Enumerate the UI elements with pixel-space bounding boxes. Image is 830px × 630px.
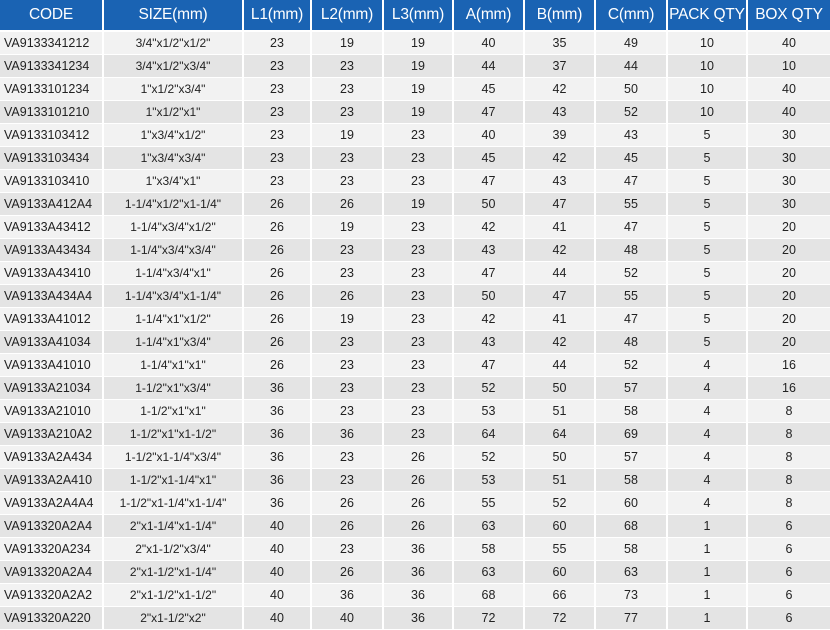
cell-l1: 23 bbox=[244, 32, 312, 55]
cell-l1: 23 bbox=[244, 101, 312, 124]
cell-l1: 40 bbox=[244, 584, 312, 607]
cell-l3: 23 bbox=[384, 400, 454, 423]
cell-l3: 23 bbox=[384, 124, 454, 147]
cell-l1: 26 bbox=[244, 193, 312, 216]
cell-box-qty: 6 bbox=[748, 538, 830, 561]
cell-a: 40 bbox=[454, 124, 525, 147]
cell-pack-qty: 1 bbox=[668, 584, 748, 607]
cell-l3: 26 bbox=[384, 515, 454, 538]
cell-pack-qty: 5 bbox=[668, 216, 748, 239]
cell-code: VA913320A220 bbox=[0, 607, 104, 630]
cell-c: 55 bbox=[596, 193, 668, 216]
header-l3: L3(mm) bbox=[384, 0, 454, 32]
table-row bbox=[0, 170, 830, 193]
cell-box-qty: 30 bbox=[748, 193, 830, 216]
cell-c: 57 bbox=[596, 377, 668, 400]
table-row bbox=[0, 193, 830, 216]
cell-pack-qty: 1 bbox=[668, 538, 748, 561]
cell-pack-qty: 5 bbox=[668, 147, 748, 170]
cell-size: 1-1/4"x1"x1/2" bbox=[104, 308, 244, 331]
cell-l2: 26 bbox=[312, 561, 384, 584]
cell-box-qty: 30 bbox=[748, 170, 830, 193]
cell-l2: 19 bbox=[312, 32, 384, 55]
cell-size: 1-1/2"x1-1/4"x1-1/4" bbox=[104, 492, 244, 515]
cell-code: VA913320A2A4 bbox=[0, 561, 104, 584]
cell-l2: 40 bbox=[312, 607, 384, 630]
cell-l2: 23 bbox=[312, 538, 384, 561]
cell-size: 1-1/2"x1-1/4"x1" bbox=[104, 469, 244, 492]
cell-l3: 36 bbox=[384, 584, 454, 607]
cell-code: VA913320A2A4 bbox=[0, 515, 104, 538]
cell-b: 51 bbox=[525, 469, 596, 492]
cell-pack-qty: 5 bbox=[668, 285, 748, 308]
table-row bbox=[0, 354, 830, 377]
cell-a: 58 bbox=[454, 538, 525, 561]
table-row bbox=[0, 239, 830, 262]
cell-b: 72 bbox=[525, 607, 596, 630]
header-c: C(mm) bbox=[596, 0, 668, 32]
cell-b: 47 bbox=[525, 193, 596, 216]
cell-c: 60 bbox=[596, 492, 668, 515]
cell-c: 47 bbox=[596, 308, 668, 331]
cell-c: 57 bbox=[596, 446, 668, 469]
cell-l2: 23 bbox=[312, 78, 384, 101]
cell-l3: 26 bbox=[384, 492, 454, 515]
cell-l2: 23 bbox=[312, 147, 384, 170]
cell-l3: 23 bbox=[384, 216, 454, 239]
cell-c: 47 bbox=[596, 170, 668, 193]
cell-l1: 36 bbox=[244, 400, 312, 423]
cell-size: 1-1/4"x3/4"x3/4" bbox=[104, 239, 244, 262]
header-b: B(mm) bbox=[525, 0, 596, 32]
cell-l1: 36 bbox=[244, 423, 312, 446]
cell-size: 1-1/4"x3/4"x1-1/4" bbox=[104, 285, 244, 308]
cell-a: 64 bbox=[454, 423, 525, 446]
cell-box-qty: 40 bbox=[748, 78, 830, 101]
cell-l2: 19 bbox=[312, 308, 384, 331]
cell-code: VA9133A412A4 bbox=[0, 193, 104, 216]
cell-l3: 23 bbox=[384, 354, 454, 377]
cell-l3: 19 bbox=[384, 193, 454, 216]
table-row bbox=[0, 607, 830, 630]
table-row bbox=[0, 400, 830, 423]
header-l1: L1(mm) bbox=[244, 0, 312, 32]
cell-l1: 26 bbox=[244, 285, 312, 308]
cell-l3: 23 bbox=[384, 308, 454, 331]
cell-pack-qty: 5 bbox=[668, 262, 748, 285]
cell-a: 63 bbox=[454, 561, 525, 584]
cell-pack-qty: 1 bbox=[668, 561, 748, 584]
cell-pack-qty: 4 bbox=[668, 400, 748, 423]
cell-l3: 23 bbox=[384, 331, 454, 354]
table-row bbox=[0, 584, 830, 607]
cell-l1: 26 bbox=[244, 331, 312, 354]
cell-size: 2"x1-1/2"x1-1/4" bbox=[104, 561, 244, 584]
cell-c: 52 bbox=[596, 101, 668, 124]
cell-size: 2"x1-1/2"x3/4" bbox=[104, 538, 244, 561]
cell-a: 68 bbox=[454, 584, 525, 607]
cell-box-qty: 8 bbox=[748, 469, 830, 492]
cell-pack-qty: 4 bbox=[668, 354, 748, 377]
cell-a: 47 bbox=[454, 101, 525, 124]
cell-a: 63 bbox=[454, 515, 525, 538]
table-row bbox=[0, 124, 830, 147]
cell-l1: 36 bbox=[244, 469, 312, 492]
cell-l1: 26 bbox=[244, 308, 312, 331]
cell-box-qty: 8 bbox=[748, 423, 830, 446]
cell-a: 44 bbox=[454, 55, 525, 78]
cell-l2: 23 bbox=[312, 331, 384, 354]
cell-l2: 23 bbox=[312, 55, 384, 78]
cell-a: 53 bbox=[454, 469, 525, 492]
cell-code: VA9133A43410 bbox=[0, 262, 104, 285]
header-box-qty: BOX QTY bbox=[748, 0, 830, 32]
cell-pack-qty: 5 bbox=[668, 170, 748, 193]
cell-l3: 23 bbox=[384, 262, 454, 285]
cell-l1: 26 bbox=[244, 239, 312, 262]
cell-l1: 40 bbox=[244, 561, 312, 584]
cell-size: 1"x3/4"x1/2" bbox=[104, 124, 244, 147]
cell-l2: 23 bbox=[312, 400, 384, 423]
cell-l1: 26 bbox=[244, 354, 312, 377]
cell-pack-qty: 10 bbox=[668, 78, 748, 101]
cell-c: 44 bbox=[596, 55, 668, 78]
cell-l1: 23 bbox=[244, 124, 312, 147]
cell-l3: 36 bbox=[384, 538, 454, 561]
header-size: SIZE(mm) bbox=[104, 0, 244, 32]
table-row bbox=[0, 285, 830, 308]
cell-b: 51 bbox=[525, 400, 596, 423]
cell-a: 50 bbox=[454, 285, 525, 308]
cell-l1: 26 bbox=[244, 262, 312, 285]
cell-code: VA9133A41010 bbox=[0, 354, 104, 377]
header-code: CODE bbox=[0, 0, 104, 32]
cell-b: 60 bbox=[525, 515, 596, 538]
cell-box-qty: 30 bbox=[748, 124, 830, 147]
cell-box-qty: 16 bbox=[748, 354, 830, 377]
cell-l2: 23 bbox=[312, 469, 384, 492]
table-row bbox=[0, 216, 830, 239]
cell-size: 3/4"x1/2"x3/4" bbox=[104, 55, 244, 78]
cell-c: 48 bbox=[596, 331, 668, 354]
table-row bbox=[0, 469, 830, 492]
cell-code: VA9133A434A4 bbox=[0, 285, 104, 308]
cell-a: 43 bbox=[454, 331, 525, 354]
cell-b: 60 bbox=[525, 561, 596, 584]
header-row bbox=[0, 0, 830, 32]
cell-b: 43 bbox=[525, 101, 596, 124]
cell-pack-qty: 5 bbox=[668, 308, 748, 331]
cell-size: 1-1/4"x1"x3/4" bbox=[104, 331, 244, 354]
cell-c: 52 bbox=[596, 262, 668, 285]
cell-l2: 23 bbox=[312, 170, 384, 193]
cell-size: 2"x1-1/2"x1-1/2" bbox=[104, 584, 244, 607]
cell-code: VA9133341212 bbox=[0, 32, 104, 55]
cell-box-qty: 10 bbox=[748, 55, 830, 78]
cell-b: 64 bbox=[525, 423, 596, 446]
cell-c: 77 bbox=[596, 607, 668, 630]
cell-size: 1-1/4"x3/4"x1/2" bbox=[104, 216, 244, 239]
cell-box-qty: 20 bbox=[748, 331, 830, 354]
cell-c: 52 bbox=[596, 354, 668, 377]
cell-l2: 26 bbox=[312, 515, 384, 538]
cell-code: VA9133103434 bbox=[0, 147, 104, 170]
cell-l2: 23 bbox=[312, 377, 384, 400]
cell-pack-qty: 1 bbox=[668, 515, 748, 538]
cell-pack-qty: 5 bbox=[668, 193, 748, 216]
cell-c: 69 bbox=[596, 423, 668, 446]
cell-code: VA9133103412 bbox=[0, 124, 104, 147]
cell-code: VA9133A2A4A4 bbox=[0, 492, 104, 515]
header-a: A(mm) bbox=[454, 0, 525, 32]
cell-pack-qty: 10 bbox=[668, 55, 748, 78]
cell-c: 48 bbox=[596, 239, 668, 262]
cell-b: 42 bbox=[525, 331, 596, 354]
cell-l2: 19 bbox=[312, 216, 384, 239]
cell-l1: 23 bbox=[244, 147, 312, 170]
cell-l3: 23 bbox=[384, 377, 454, 400]
cell-l2: 26 bbox=[312, 193, 384, 216]
cell-b: 42 bbox=[525, 78, 596, 101]
header-l2: L2(mm) bbox=[312, 0, 384, 32]
cell-c: 68 bbox=[596, 515, 668, 538]
cell-code: VA913320A234 bbox=[0, 538, 104, 561]
table-row bbox=[0, 446, 830, 469]
cell-size: 1-1/2"x1"x3/4" bbox=[104, 377, 244, 400]
cell-l3: 19 bbox=[384, 78, 454, 101]
cell-pack-qty: 5 bbox=[668, 239, 748, 262]
table-row bbox=[0, 262, 830, 285]
cell-code: VA9133341234 bbox=[0, 55, 104, 78]
cell-c: 58 bbox=[596, 400, 668, 423]
cell-b: 37 bbox=[525, 55, 596, 78]
cell-size: 1"x3/4"x1" bbox=[104, 170, 244, 193]
cell-l1: 23 bbox=[244, 55, 312, 78]
cell-code: VA9133103410 bbox=[0, 170, 104, 193]
cell-a: 42 bbox=[454, 216, 525, 239]
header-pack-qty: PACK QTY bbox=[668, 0, 748, 32]
cell-size: 1-1/2"x1"x1" bbox=[104, 400, 244, 423]
cell-l2: 26 bbox=[312, 492, 384, 515]
cell-code: VA9133A21010 bbox=[0, 400, 104, 423]
cell-code: VA9133A43412 bbox=[0, 216, 104, 239]
cell-size: 2"x1-1/4"x1-1/4" bbox=[104, 515, 244, 538]
cell-a: 45 bbox=[454, 147, 525, 170]
cell-a: 52 bbox=[454, 446, 525, 469]
cell-l2: 23 bbox=[312, 446, 384, 469]
cell-size: 1"x1/2"x3/4" bbox=[104, 78, 244, 101]
cell-l2: 23 bbox=[312, 354, 384, 377]
cell-l2: 23 bbox=[312, 239, 384, 262]
cell-box-qty: 6 bbox=[748, 561, 830, 584]
cell-l3: 19 bbox=[384, 55, 454, 78]
cell-a: 53 bbox=[454, 400, 525, 423]
table-row bbox=[0, 101, 830, 124]
cell-pack-qty: 4 bbox=[668, 446, 748, 469]
cell-box-qty: 30 bbox=[748, 147, 830, 170]
cell-pack-qty: 1 bbox=[668, 607, 748, 630]
cell-l3: 36 bbox=[384, 561, 454, 584]
cell-l3: 26 bbox=[384, 469, 454, 492]
cell-box-qty: 20 bbox=[748, 308, 830, 331]
cell-code: VA9133A41012 bbox=[0, 308, 104, 331]
cell-l3: 36 bbox=[384, 607, 454, 630]
cell-code: VA9133101210 bbox=[0, 101, 104, 124]
cell-code: VA9133A2A410 bbox=[0, 469, 104, 492]
cell-l1: 26 bbox=[244, 216, 312, 239]
table-row bbox=[0, 515, 830, 538]
cell-l1: 40 bbox=[244, 515, 312, 538]
cell-l1: 23 bbox=[244, 170, 312, 193]
cell-c: 58 bbox=[596, 538, 668, 561]
cell-pack-qty: 5 bbox=[668, 124, 748, 147]
cell-pack-qty: 4 bbox=[668, 377, 748, 400]
cell-l1: 40 bbox=[244, 607, 312, 630]
cell-a: 55 bbox=[454, 492, 525, 515]
cell-a: 72 bbox=[454, 607, 525, 630]
cell-box-qty: 40 bbox=[748, 32, 830, 55]
cell-box-qty: 40 bbox=[748, 101, 830, 124]
cell-c: 50 bbox=[596, 78, 668, 101]
cell-l1: 36 bbox=[244, 377, 312, 400]
cell-pack-qty: 10 bbox=[668, 101, 748, 124]
cell-b: 39 bbox=[525, 124, 596, 147]
cell-box-qty: 20 bbox=[748, 239, 830, 262]
cell-l2: 19 bbox=[312, 124, 384, 147]
table-row bbox=[0, 538, 830, 561]
cell-a: 50 bbox=[454, 193, 525, 216]
cell-size: 1"x3/4"x3/4" bbox=[104, 147, 244, 170]
cell-size: 1-1/4"x3/4"x1" bbox=[104, 262, 244, 285]
cell-c: 73 bbox=[596, 584, 668, 607]
cell-box-qty: 8 bbox=[748, 446, 830, 469]
cell-b: 55 bbox=[525, 538, 596, 561]
cell-a: 42 bbox=[454, 308, 525, 331]
table-row bbox=[0, 308, 830, 331]
cell-size: 1"x1/2"x1" bbox=[104, 101, 244, 124]
cell-code: VA9133A43434 bbox=[0, 239, 104, 262]
cell-a: 40 bbox=[454, 32, 525, 55]
cell-pack-qty: 4 bbox=[668, 492, 748, 515]
cell-b: 66 bbox=[525, 584, 596, 607]
cell-l3: 19 bbox=[384, 32, 454, 55]
cell-box-qty: 6 bbox=[748, 515, 830, 538]
cell-l2: 23 bbox=[312, 262, 384, 285]
cell-c: 49 bbox=[596, 32, 668, 55]
cell-code: VA9133A21034 bbox=[0, 377, 104, 400]
cell-box-qty: 6 bbox=[748, 584, 830, 607]
table-row bbox=[0, 561, 830, 584]
cell-b: 52 bbox=[525, 492, 596, 515]
cell-b: 47 bbox=[525, 285, 596, 308]
cell-l3: 23 bbox=[384, 170, 454, 193]
table-row bbox=[0, 331, 830, 354]
cell-size: 1-1/4"x1/2"x1-1/4" bbox=[104, 193, 244, 216]
cell-code: VA9133A210A2 bbox=[0, 423, 104, 446]
cell-b: 42 bbox=[525, 239, 596, 262]
cell-l3: 23 bbox=[384, 285, 454, 308]
cell-size: 1-1/2"x1-1/4"x3/4" bbox=[104, 446, 244, 469]
cell-b: 41 bbox=[525, 308, 596, 331]
cell-box-qty: 16 bbox=[748, 377, 830, 400]
table-body bbox=[0, 32, 830, 630]
cell-a: 45 bbox=[454, 78, 525, 101]
cell-b: 50 bbox=[525, 446, 596, 469]
cell-b: 44 bbox=[525, 354, 596, 377]
table-row bbox=[0, 78, 830, 101]
table-row bbox=[0, 423, 830, 446]
cell-size: 3/4"x1/2"x1/2" bbox=[104, 32, 244, 55]
cell-code: VA913320A2A2 bbox=[0, 584, 104, 607]
cell-code: VA9133A2A434 bbox=[0, 446, 104, 469]
cell-box-qty: 8 bbox=[748, 492, 830, 515]
cell-c: 63 bbox=[596, 561, 668, 584]
cell-box-qty: 20 bbox=[748, 262, 830, 285]
cell-c: 47 bbox=[596, 216, 668, 239]
cell-b: 43 bbox=[525, 170, 596, 193]
table-row bbox=[0, 377, 830, 400]
cell-c: 55 bbox=[596, 285, 668, 308]
cell-l3: 26 bbox=[384, 446, 454, 469]
cell-c: 58 bbox=[596, 469, 668, 492]
cell-box-qty: 20 bbox=[748, 285, 830, 308]
cell-box-qty: 8 bbox=[748, 400, 830, 423]
cell-c: 45 bbox=[596, 147, 668, 170]
cell-code: VA9133A41034 bbox=[0, 331, 104, 354]
cell-pack-qty: 5 bbox=[668, 331, 748, 354]
table-header bbox=[0, 0, 830, 32]
cell-l3: 23 bbox=[384, 423, 454, 446]
cell-size: 2"x1-1/2"x2" bbox=[104, 607, 244, 630]
cell-size: 1-1/4"x1"x1" bbox=[104, 354, 244, 377]
cell-l1: 40 bbox=[244, 538, 312, 561]
cell-l2: 36 bbox=[312, 423, 384, 446]
cell-a: 52 bbox=[454, 377, 525, 400]
cell-code: VA9133101234 bbox=[0, 78, 104, 101]
cell-l3: 23 bbox=[384, 239, 454, 262]
cell-a: 47 bbox=[454, 262, 525, 285]
cell-a: 47 bbox=[454, 170, 525, 193]
cell-l1: 36 bbox=[244, 492, 312, 515]
cell-l2: 23 bbox=[312, 101, 384, 124]
cell-b: 50 bbox=[525, 377, 596, 400]
cell-l1: 23 bbox=[244, 78, 312, 101]
cell-a: 43 bbox=[454, 239, 525, 262]
cell-box-qty: 6 bbox=[748, 607, 830, 630]
cell-c: 43 bbox=[596, 124, 668, 147]
cell-box-qty: 20 bbox=[748, 216, 830, 239]
cell-l3: 23 bbox=[384, 147, 454, 170]
cell-pack-qty: 4 bbox=[668, 469, 748, 492]
cell-l1: 36 bbox=[244, 446, 312, 469]
cell-b: 42 bbox=[525, 147, 596, 170]
table-row bbox=[0, 55, 830, 78]
table-row bbox=[0, 32, 830, 55]
cell-b: 41 bbox=[525, 216, 596, 239]
table-row bbox=[0, 147, 830, 170]
cell-a: 47 bbox=[454, 354, 525, 377]
table-row bbox=[0, 492, 830, 515]
cell-pack-qty: 4 bbox=[668, 423, 748, 446]
cell-b: 35 bbox=[525, 32, 596, 55]
cell-l3: 19 bbox=[384, 101, 454, 124]
cell-l2: 26 bbox=[312, 285, 384, 308]
cell-pack-qty: 10 bbox=[668, 32, 748, 55]
cell-size: 1-1/2"x1"x1-1/2" bbox=[104, 423, 244, 446]
cell-l2: 36 bbox=[312, 584, 384, 607]
cell-b: 44 bbox=[525, 262, 596, 285]
